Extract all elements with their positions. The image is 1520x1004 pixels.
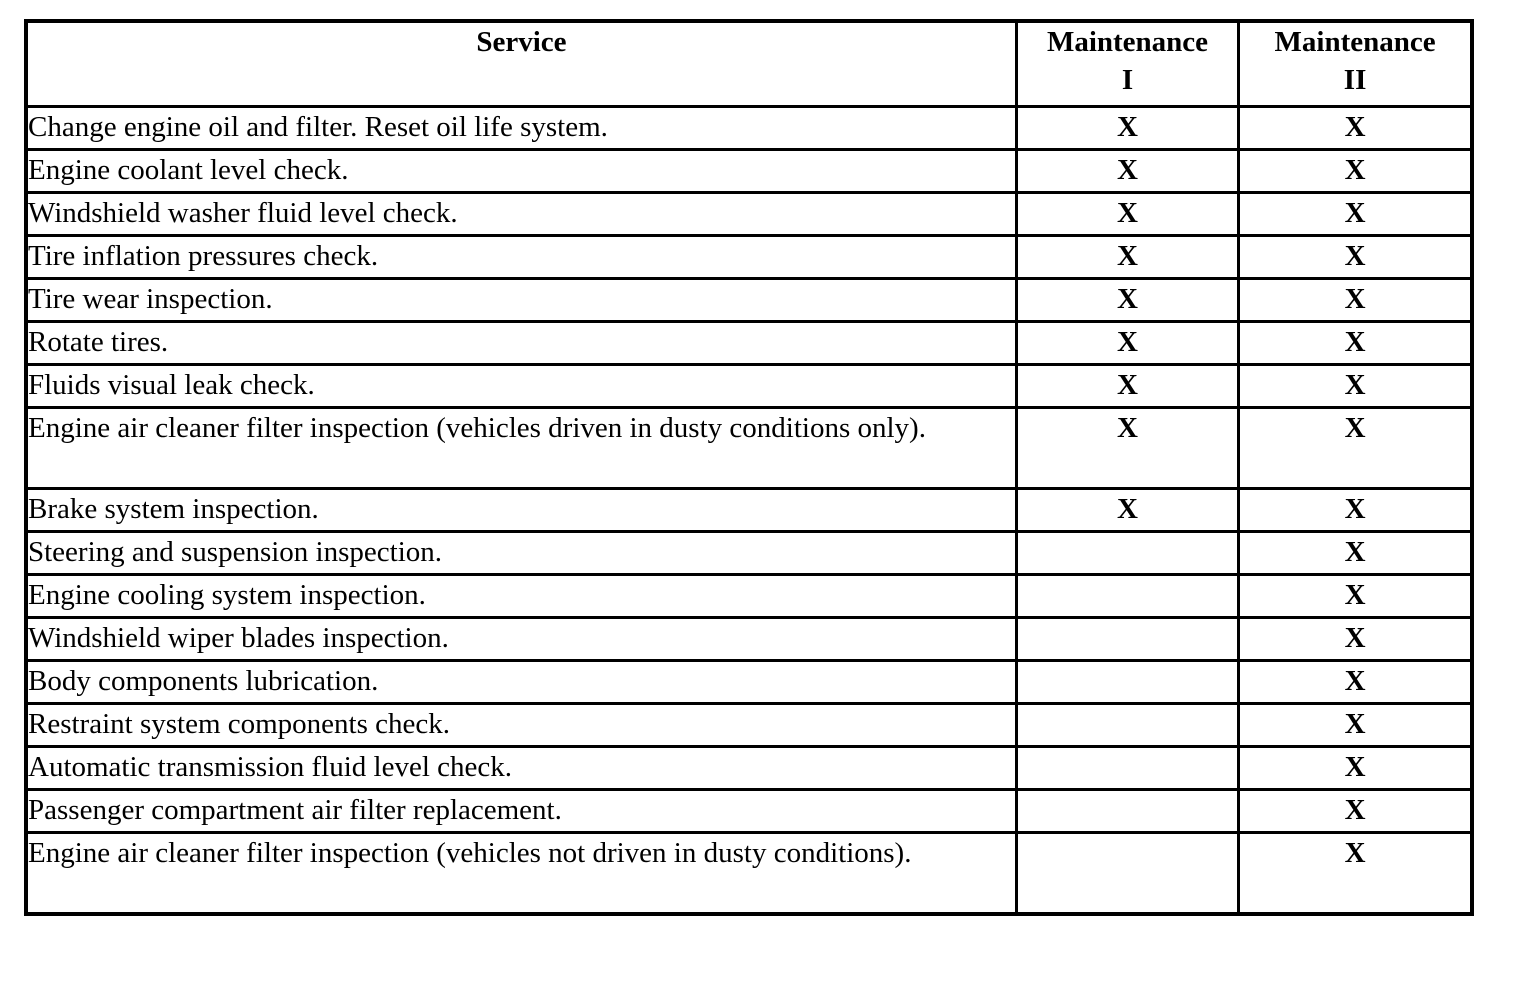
- maintenance-ii-mark: X: [1239, 193, 1472, 236]
- maintenance-ii-mark: X: [1239, 747, 1472, 790]
- maintenance-i-mark: X: [1016, 193, 1238, 236]
- maintenance-ii-header-line2: II: [1343, 64, 1367, 96]
- table-row: [26, 532, 1472, 575]
- maintenance-ii-mark: X: [1239, 150, 1472, 193]
- maintenance-ii-mark: X: [1239, 532, 1472, 575]
- maintenance-ii-mark: X: [1239, 236, 1472, 279]
- service-cell: Engine coolant level check.: [26, 150, 1016, 193]
- service-cell: Change engine oil and filter. Reset oil life system.: [26, 107, 1016, 150]
- maintenance-i-mark: X: [1016, 408, 1238, 489]
- service-cell: Tire wear inspection.: [26, 279, 1016, 322]
- maintenance-schedule-table: [24, 19, 1474, 916]
- service-cell: Tire inflation pressures check.: [26, 236, 1016, 279]
- maintenance-i-mark: X: [1016, 365, 1238, 408]
- table-row: [26, 833, 1472, 915]
- table-row: [26, 408, 1472, 489]
- service-cell: Rotate tires.: [26, 322, 1016, 365]
- maintenance-ii-mark: X: [1239, 618, 1472, 661]
- service-cell: Automatic transmission fluid level check.: [26, 747, 1016, 790]
- maintenance-i-mark: [1016, 833, 1238, 915]
- maintenance-ii-mark: X: [1239, 489, 1472, 532]
- maintenance-i-mark: X: [1016, 279, 1238, 322]
- maintenance-i-header-line1: Maintenance: [1046, 26, 1209, 58]
- maintenance-ii-header-line1: Maintenance: [1274, 26, 1436, 58]
- maintenance-ii-mark: X: [1239, 408, 1472, 489]
- table-row: [26, 365, 1472, 408]
- maintenance-i-mark: [1016, 747, 1238, 790]
- service-cell: Windshield wiper blades inspection.: [26, 618, 1016, 661]
- service-cell: Engine air cleaner filter inspection (vehicles driven in dusty conditions only).: [26, 408, 1016, 489]
- table-row: [26, 661, 1472, 704]
- table-row: [26, 279, 1472, 322]
- maintenance-i-mark: X: [1016, 322, 1238, 365]
- service-cell: Restraint system components check.: [26, 704, 1016, 747]
- maintenance-i-mark: X: [1016, 150, 1238, 193]
- service-cell: Steering and suspension inspection.: [26, 532, 1016, 575]
- service-cell: Body components lubrication.: [26, 661, 1016, 704]
- service-cell: Brake system inspection.: [26, 489, 1016, 532]
- service-cell: Engine air cleaner filter inspection (vehicles not driven in dusty conditions).: [26, 833, 1016, 915]
- service-cell: Engine cooling system inspection.: [26, 575, 1016, 618]
- maintenance-i-mark: [1016, 532, 1238, 575]
- maintenance-i-column-header: [1016, 21, 1238, 107]
- header-row: [26, 21, 1472, 107]
- table-row: [26, 322, 1472, 365]
- table-row: [26, 790, 1472, 833]
- maintenance-i-mark: [1016, 704, 1238, 747]
- maintenance-ii-mark: X: [1239, 365, 1472, 408]
- maintenance-i-mark: [1016, 575, 1238, 618]
- table-row: [26, 193, 1472, 236]
- maintenance-ii-mark: X: [1239, 790, 1472, 833]
- maintenance-ii-mark: X: [1239, 661, 1472, 704]
- service-column-header: Service: [26, 21, 1016, 107]
- maintenance-i-mark: [1016, 661, 1238, 704]
- maintenance-ii-mark: X: [1239, 575, 1472, 618]
- maintenance-i-mark: X: [1016, 107, 1238, 150]
- maintenance-ii-mark: X: [1239, 279, 1472, 322]
- maintenance-i-mark: X: [1016, 236, 1238, 279]
- table-row: [26, 150, 1472, 193]
- maintenance-ii-mark: X: [1239, 704, 1472, 747]
- maintenance-i-mark: [1016, 618, 1238, 661]
- table-row: [26, 704, 1472, 747]
- table-row: [26, 107, 1472, 150]
- table-row: [26, 489, 1472, 532]
- maintenance-ii-mark: X: [1239, 322, 1472, 365]
- maintenance-ii-mark: X: [1239, 107, 1472, 150]
- table-row: [26, 747, 1472, 790]
- maintenance-i-mark: [1016, 790, 1238, 833]
- service-cell: Fluids visual leak check.: [26, 365, 1016, 408]
- table-row: [26, 236, 1472, 279]
- service-cell: Passenger compartment air filter replacement.: [26, 790, 1016, 833]
- maintenance-ii-column-header: [1239, 21, 1472, 107]
- service-cell: Windshield washer fluid level check.: [26, 193, 1016, 236]
- table-row: [26, 618, 1472, 661]
- maintenance-i-mark: X: [1016, 489, 1238, 532]
- maintenance-ii-mark: X: [1239, 833, 1472, 915]
- maintenance-i-header-line2: I: [1121, 64, 1134, 96]
- table-row: [26, 575, 1472, 618]
